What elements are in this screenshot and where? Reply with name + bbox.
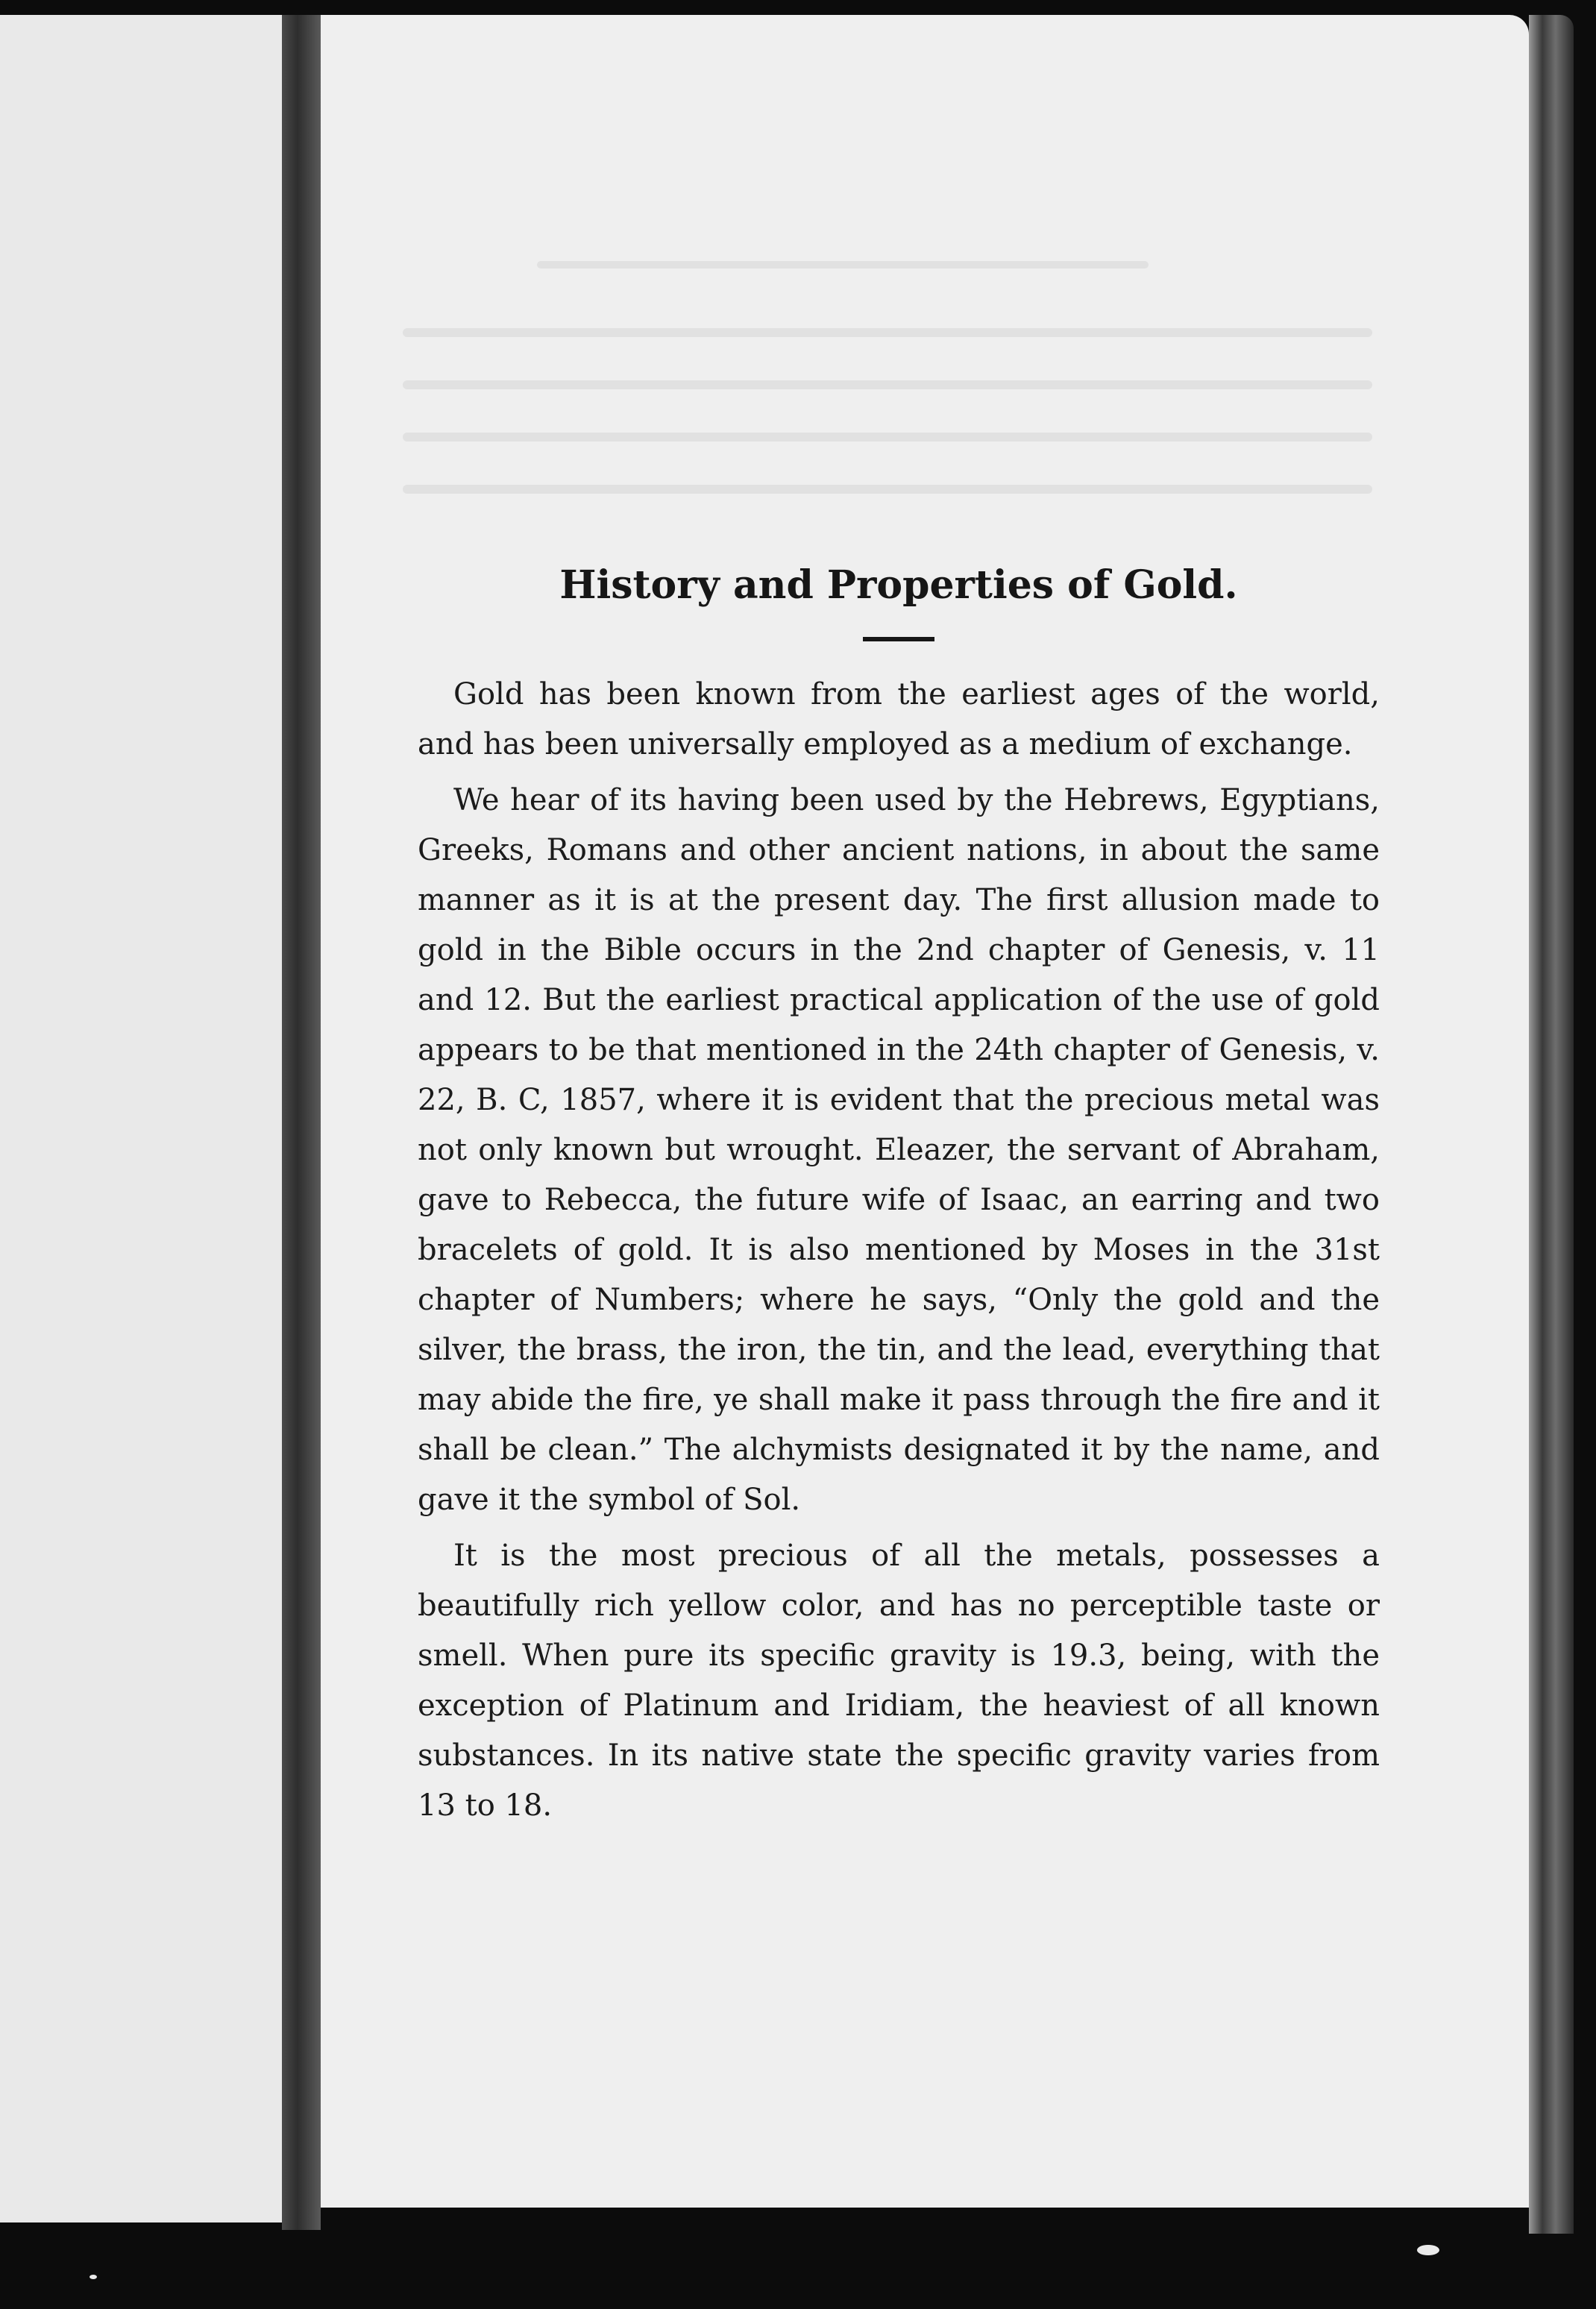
bleed-through-marks <box>403 216 1387 530</box>
scan-speck <box>89 2275 97 2279</box>
paragraph-2: We hear of its having been used by the Hebrews, Egyptians, Greeks, Romans and other ancient nations, in about the same manner as it is at the present day. The first allusion made to gold in the Bible occurs in the 2nd chapter of Genesis, v. 11 and 12. But the earliest practical application of the use of gold appears to be that mentioned in the 24th chapter of Genesis, v. 22, B. C, 1857, where it is evident that the precious metal was not only known but wrought. Eleazer, the servant of Abraham, gave to Rebecca, the future wife of Isaac, an earring and two bracelets of gold. It is also mentioned by Moses in the 31st chapter of Numbers; where he says, “Only the gold and the silver, the brass, the iron, the tin, and the lead, everything that may abide the fire, ye shall make it pass through the fire and it shall be clean.” The alchymists designated it by the name, and gave it the symbol of Sol. <box>418 783 1380 1517</box>
scan-speck <box>1417 2245 1439 2255</box>
paragraph-3: It is the most precious of all the metals, possesses a beautifully rich yellow color, and has no perceptible taste or smell. When pure its specific gravity is 19.3, being, with the exception of Platinum and Iridiam, the heaviest of all known substances. In its native state the specific gravity varies from 13 to 18. <box>418 1539 1380 1823</box>
page-edge <box>1529 15 1574 2234</box>
article <box>418 559 1380 1837</box>
book-gutter <box>282 15 321 2230</box>
paragraph-1: Gold has been known from the earliest ages of the world, and has been universally employed as a medium of exchange. <box>418 677 1380 761</box>
left-page <box>0 15 283 2222</box>
article-title: History and Properties of Gold. <box>559 562 1238 608</box>
title-rule <box>863 637 934 641</box>
